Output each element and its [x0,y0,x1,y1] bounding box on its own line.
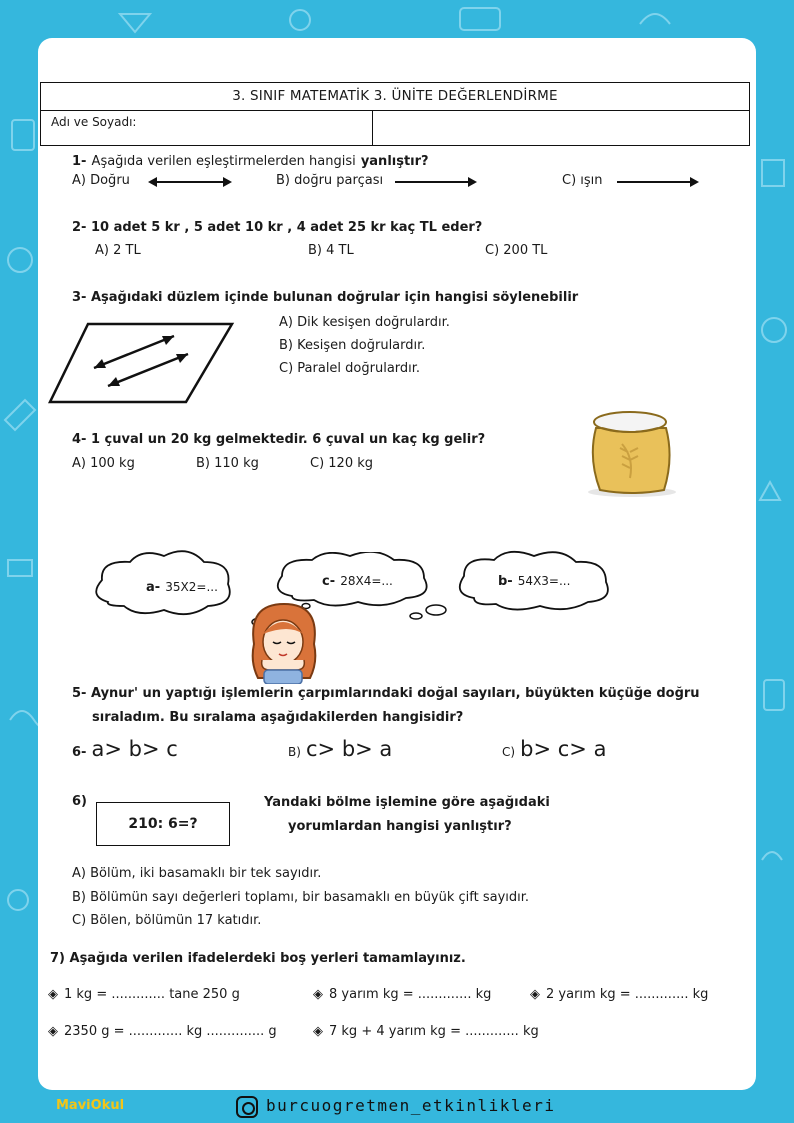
double-arrow-line-icon [150,181,230,183]
cloud-b-label: b- [498,574,513,589]
q7-item-2[interactable] [313,987,491,1002]
q4-option-a[interactable]: A) 100 kg [72,456,135,471]
q2-option-b[interactable]: B) 4 TL [308,243,354,258]
instagram-handle[interactable]: burcuogretmen_etkinlikleri [266,1096,556,1115]
q6-ordering-b-prefix: B) [288,745,301,759]
cloud-a-expression: 35X2=... [165,580,218,594]
q1-prefix: 1- [72,154,87,169]
cloud-b-text [498,570,570,589]
q6-ordering-c-prefix: C) [502,745,516,759]
q1-text: Aşağıda verilen eşleştirmelerden hangisi [91,154,356,169]
q6-option-b[interactable]: B) Bölümün sayı değerleri toplamı, bir basamaklı en büyük çift sayıdır. [72,890,530,905]
question-5-line-2: sıraladım. Bu sıralama aşağıdakilerden hangisidir? [92,710,464,725]
name-label: Adı ve Soyadı: [41,111,373,145]
maviokul-logo: MaviOkul [56,1098,125,1113]
q3-option-c[interactable]: C) Paralel doğrulardır. [279,361,421,376]
q6-text-line-1: Yandaki bölme işlemine göre aşağıdaki [264,795,550,810]
q7-item-5[interactable] [313,1024,539,1039]
diamond-bullet-icon: ◈ [313,1024,323,1039]
q6-option-a[interactable]: A) Bölüm, iki basamaklı bir tek sayıdır. [72,866,322,881]
flour-sack-image [582,406,680,498]
q7-item-1-text: 1 kg = ............. tane 250 g [64,987,240,1002]
q1-option-a[interactable]: A) Doğru [72,173,130,188]
name-answer-field[interactable] [373,111,749,145]
q6-ordering-option-a[interactable] [72,737,178,761]
cloud-c-text [322,570,393,589]
q7-item-4[interactable] [48,1024,277,1039]
parallel-lines-plane-figure [46,320,236,406]
q1-option-b[interactable]: B) doğru parçası [276,173,384,188]
instagram-icon [236,1096,258,1118]
q1-emphasis: yanlıştır? [360,154,429,169]
arrow-segment-icon [395,181,475,183]
q3-option-a[interactable]: A) Dik kesişen doğrulardır. [279,315,450,330]
name-row [41,111,749,145]
cloud-a-label: a- [146,580,161,595]
q1-option-c[interactable]: C) ışın [562,173,603,188]
q3-option-b[interactable]: B) Kesişen doğrulardır. [279,338,426,353]
header-table [40,82,750,146]
ray-arrow-icon [617,181,697,183]
worksheet-title: 3. SINIF MATEMATİK 3. ÜNİTE DEĞERLENDİRME [41,83,749,111]
q7-item-3-text: 2 yarım kg = ............. kg [546,987,709,1002]
q6-ordering-option-b[interactable] [288,737,392,761]
question-4: 4- 1 çuval un 20 kg gelmektedir. 6 çuval un kaç kg gelir? [72,432,486,447]
q6-ordering-b-value: c> b> a [306,737,393,761]
division-box: 210: 6=? [96,802,230,846]
q6-ordering-c-value: b> c> a [520,737,607,761]
q7-item-5-text: 7 kg + 4 yarım kg = ............. kg [329,1024,539,1039]
question-1 [72,150,429,169]
q2-option-c[interactable]: C) 200 TL [485,243,548,258]
q6-option-c[interactable]: C) Bölen, bölümün 17 katıdır. [72,913,262,928]
question-7: 7) Aşağıda verilen ifadelerdeki boş yerleri tamamlayınız. [50,951,466,966]
q7-item-2-text: 8 yarım kg = ............. kg [329,987,492,1002]
cloud-c-expression: 28X4=... [340,574,393,588]
cloud-c-label: c- [322,574,336,589]
q4-option-b[interactable]: B) 110 kg [196,456,259,471]
q6-ordering-a-value: a> b> c [91,737,178,761]
q6-ordering-option-c[interactable] [502,737,606,761]
q6-ordering-prefix: 6- [72,745,87,760]
q7-item-1[interactable] [48,987,240,1002]
diamond-bullet-icon: ◈ [48,1024,58,1039]
q2-option-a[interactable]: A) 2 TL [95,243,141,258]
cloud-a-text [146,576,218,595]
q7-item-3[interactable] [530,987,708,1002]
diamond-bullet-icon: ◈ [530,987,540,1002]
question-5-line-1: 5- Aynur' un yaptığı işlemlerin çarpımlarındaki doğal sayıları, büyükten küçüğe doğru [72,686,700,701]
q7-item-4-text: 2350 g = ............. kg .............. g [64,1024,277,1039]
cloud-b-expression: 54X3=... [517,574,571,588]
q4-option-c[interactable]: C) 120 kg [310,456,374,471]
diamond-bullet-icon: ◈ [48,987,58,1002]
question-3: 3- Aşağıdaki düzlem içinde bulunan doğrular için hangisi söylenebilir [72,290,579,305]
question-2: 2- 10 adet 5 kr , 5 adet 10 kr , 4 adet 25 kr kaç TL eder? [72,220,483,235]
q6-text-line-2: yorumlardan hangisi yanlıştır? [288,819,512,834]
q6-number: 6) [72,794,87,809]
diamond-bullet-icon: ◈ [313,987,323,1002]
thinking-girl-image [246,600,320,684]
